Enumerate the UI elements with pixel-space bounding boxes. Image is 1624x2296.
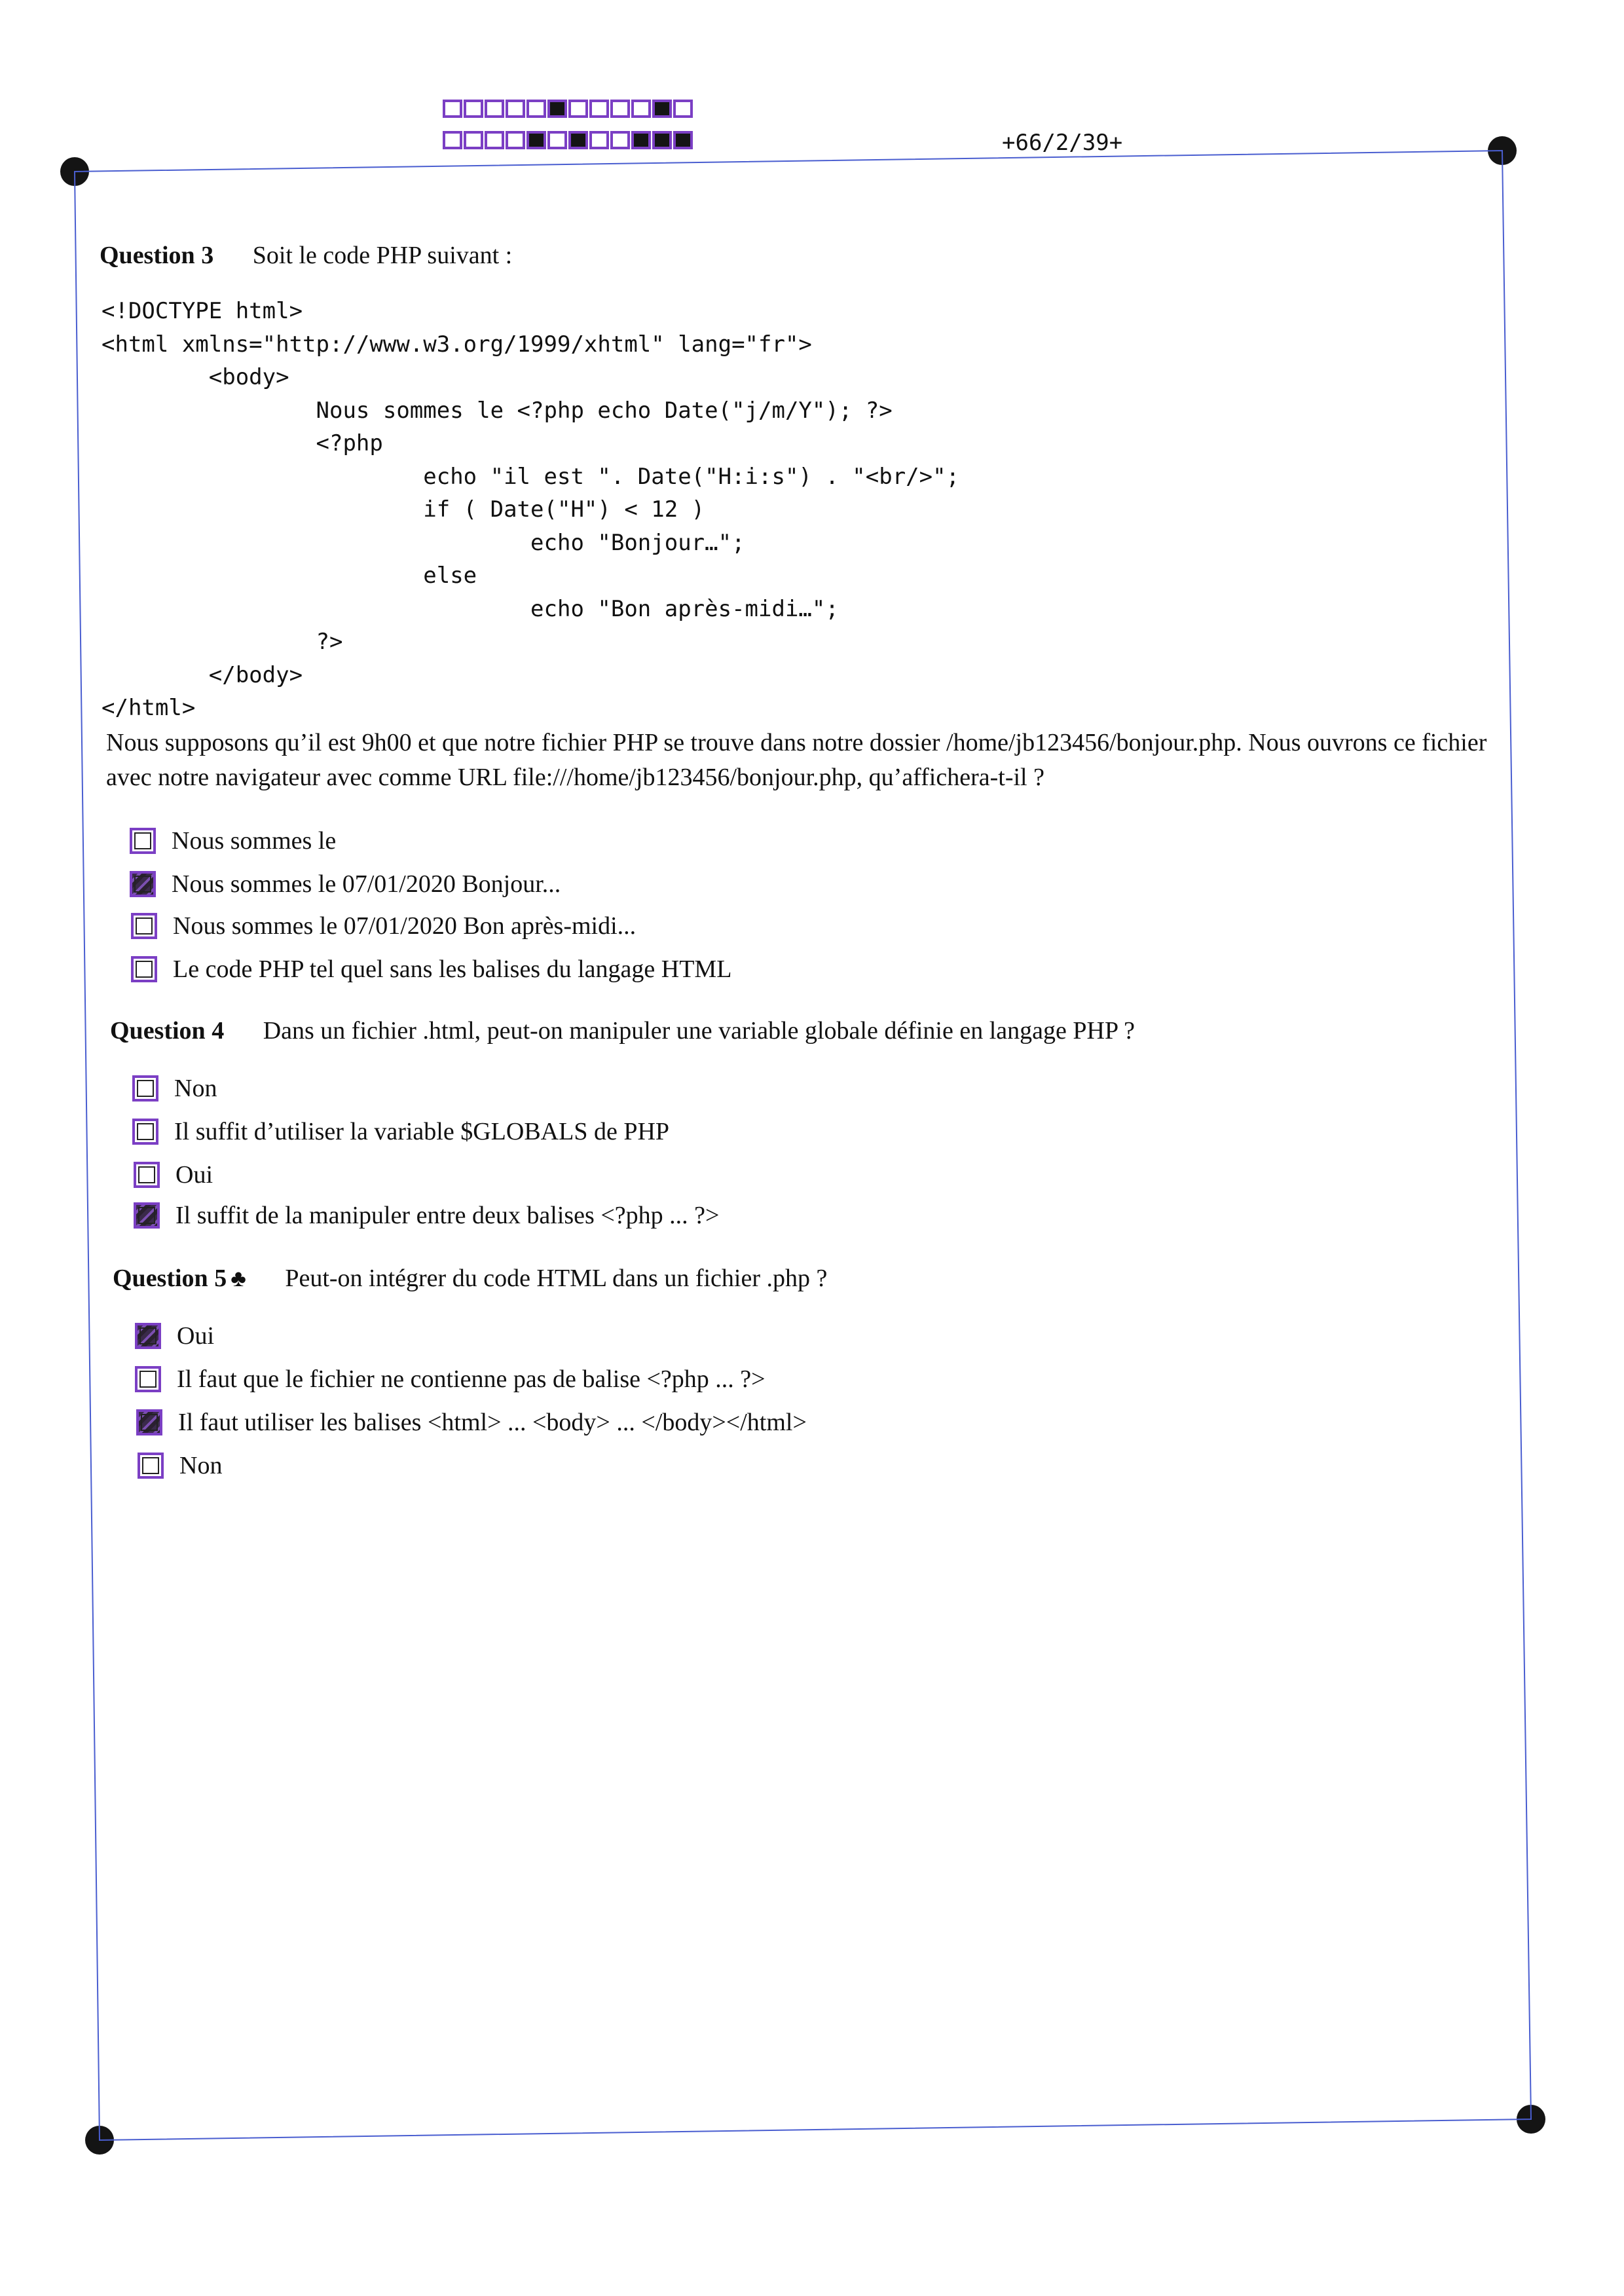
answer-label: Nous sommes le 07/01/2020 Bon après-midi...	[173, 912, 637, 940]
question-5-answer-1[interactable]	[135, 1322, 214, 1350]
barcode-cell	[673, 131, 693, 149]
answer-label: Il suffit d’utiliser la variable $GLOBALS de PHP	[174, 1118, 670, 1145]
answer-checkbox[interactable]	[132, 1075, 158, 1102]
answer-checkbox[interactable]	[131, 913, 157, 939]
question-4-header	[110, 1016, 1135, 1045]
barcode-cell	[485, 100, 504, 118]
barcode-cell	[631, 100, 651, 118]
barcode-cell	[610, 100, 630, 118]
question-5-number: Question 5	[113, 1265, 227, 1292]
question-4-answer-1[interactable]	[132, 1074, 217, 1103]
question-3-answer-4[interactable]	[131, 955, 731, 984]
barcode-cell	[652, 131, 672, 149]
answer-checkbox[interactable]	[130, 871, 156, 897]
question-4-number: Question 4	[110, 1017, 225, 1045]
question-5-number-group	[113, 1265, 252, 1292]
answer-label: Le code PHP tel quel sans les balises du langage HTML	[173, 955, 732, 983]
answer-label: Il faut que le fichier ne contienne pas de balise <?php ... ?>	[177, 1365, 766, 1393]
answer-label: Oui	[175, 1161, 213, 1189]
barcode-cell	[526, 100, 546, 118]
barcode-cell	[568, 131, 588, 149]
answer-label: Oui	[177, 1322, 214, 1350]
barcode-cell	[443, 100, 462, 118]
barcode-cell	[443, 131, 462, 149]
answer-label: Nous sommes le	[172, 827, 337, 855]
question-5-answer-2[interactable]	[135, 1365, 766, 1394]
barcode-cell	[568, 100, 588, 118]
barcode-cell	[610, 131, 630, 149]
barcode-cell	[506, 100, 525, 118]
question-3-number: Question 3	[100, 242, 214, 269]
question-5-answer-3[interactable]	[136, 1408, 807, 1437]
question-5-prompt: Peut-on intégrer du code HTML dans un fichier .php ?	[285, 1265, 828, 1292]
barcode-cell	[485, 131, 504, 149]
php-code-block: <!DOCTYPE html> <html xmlns="http://www.w3.org/1999/xhtml" lang="fr"> <body> Nous sommes le <?php echo Date("j/m/Y"); ?> <?php echo "il est ". Date("H:i:s") . "<br/>"; if ( Date("H") < 12 ) echo "Bonjour…"; else echo "Bon après-midi…"; ?> </body> </html>	[101, 298, 960, 721]
answer-label: Nous sommes le 07/01/2020 Bonjour...	[172, 870, 561, 898]
answer-checkbox[interactable]	[138, 1453, 164, 1479]
barcode-cell	[464, 100, 483, 118]
answer-checkbox[interactable]	[130, 828, 156, 854]
page-identifier: +66/2/39+	[1002, 130, 1123, 156]
barcode-cell	[652, 100, 672, 118]
barcode-cell	[526, 131, 546, 149]
answer-checkbox[interactable]	[134, 1202, 160, 1229]
barcode-cell	[589, 131, 609, 149]
answer-checkbox[interactable]	[135, 1366, 161, 1392]
barcode-cell	[631, 131, 651, 149]
answer-label: Non	[179, 1452, 223, 1479]
answer-checkbox[interactable]	[135, 1323, 161, 1349]
question-3-prompt: Soit le code PHP suivant :	[252, 242, 513, 269]
question-4-answer-3[interactable]	[134, 1160, 213, 1189]
barcode-cell	[673, 100, 693, 118]
question-3-answer-2[interactable]	[130, 870, 561, 898]
answer-label: Il faut utiliser les balises <html> ... <body> ... </body></html>	[178, 1409, 807, 1436]
barcode-cell	[589, 100, 609, 118]
club-icon: ♣	[231, 1265, 246, 1291]
barcode-cell	[464, 131, 483, 149]
question-5-answer-4[interactable]	[138, 1451, 222, 1480]
answer-label: Non	[174, 1075, 217, 1102]
question-4-prompt: Dans un fichier .html, peut-on manipuler une variable globale définie en langage PHP ?	[263, 1017, 1135, 1045]
question-3-answer-3[interactable]	[131, 912, 636, 940]
barcode-row-1	[443, 100, 694, 118]
question-4-answer-2[interactable]	[132, 1117, 669, 1146]
barcode-cell	[547, 131, 567, 149]
answer-checkbox[interactable]	[132, 1119, 158, 1145]
answer-label: Il suffit de la manipuler entre deux balises <?php ... ?>	[175, 1202, 720, 1229]
question-4-answer-4[interactable]	[134, 1201, 719, 1230]
barcode-cell	[506, 131, 525, 149]
question-3-header	[100, 241, 512, 270]
question-3-paragraph: Nous supposons qu’il est 9h00 et que notre fichier PHP se trouve dans notre dossier /home/jb123456/bonjour.php. Nous ouvrons ce fichier avec notre navigateur avec comme URL file:///home/jb123456/bonjour.php, qu’affichera-t-il ?	[106, 729, 1487, 791]
answer-checkbox[interactable]	[131, 956, 157, 982]
answer-checkbox[interactable]	[134, 1162, 160, 1188]
question-5-header	[113, 1264, 827, 1293]
question-3-answer-1[interactable]	[130, 826, 336, 855]
barcode-cell	[547, 100, 567, 118]
answer-checkbox[interactable]	[136, 1409, 162, 1435]
barcode-row-2	[443, 131, 694, 149]
